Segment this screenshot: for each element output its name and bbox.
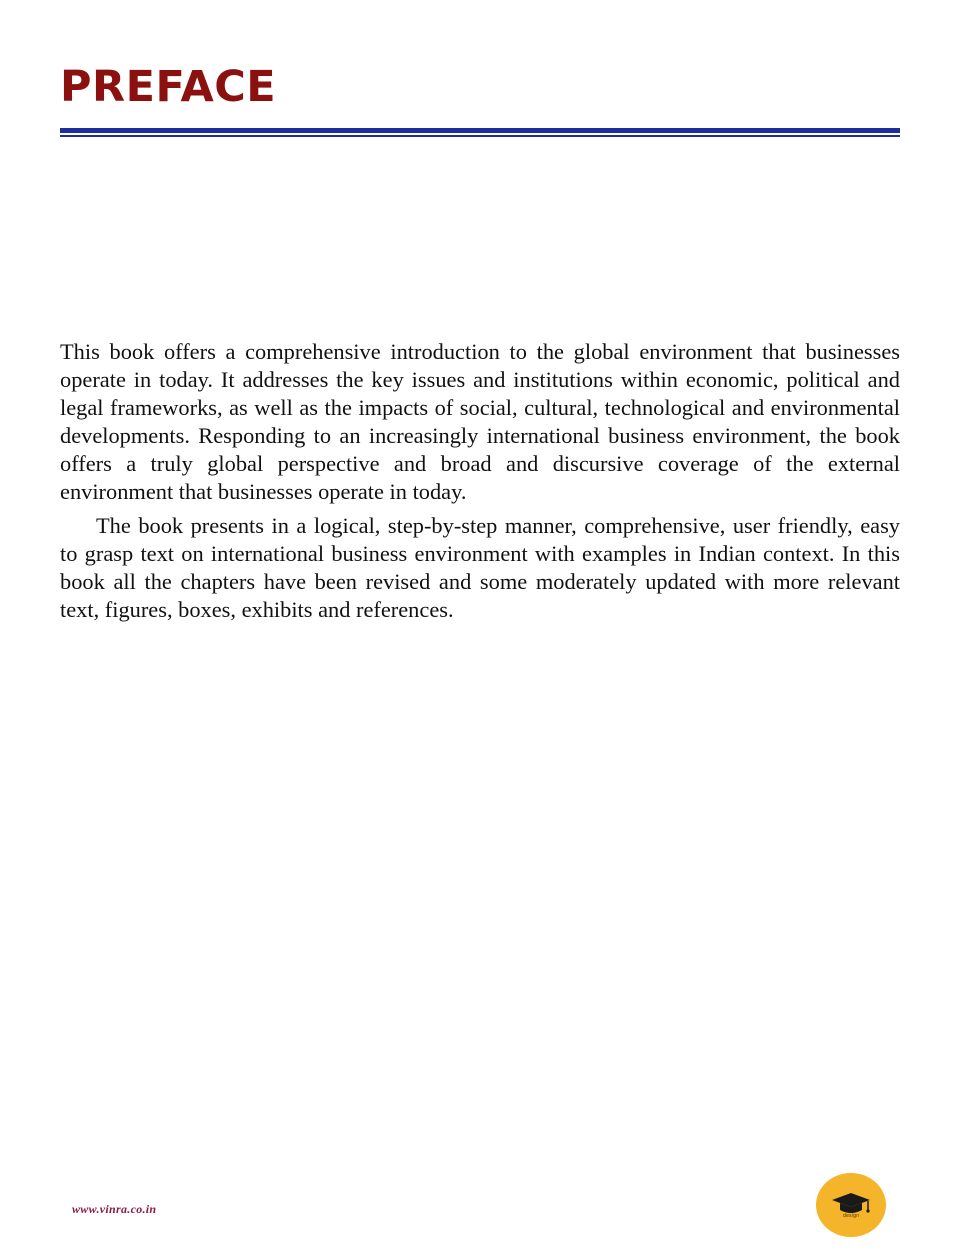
page-title: PREFACE — [60, 62, 277, 112]
preface-body — [60, 338, 900, 624]
title-divider-thick-line — [60, 128, 900, 133]
preface-paragraph-1: This book offers a comprehensive introduction to the global environment that businesses operate in today. It addresses the key issues and institutions within economic, political and legal frameworks, as well as the impacts of social, cultural, technological and environmental developments. Responding to an increasingly international business environment, the book offers a truly global perspective and broad and discursive coverage of the external environment that businesses operate in today. — [60, 339, 900, 504]
footer-website-link[interactable]: www.vinra.co.in — [72, 1202, 157, 1216]
logo-caption: design — [842, 1213, 860, 1219]
graduation-cap-icon — [816, 1173, 886, 1237]
title-divider-thin-line — [60, 135, 900, 137]
preface-paragraph-2: The book presents in a logical, step-by-step manner, comprehensive, user friendly, easy to grasp text on international business environment with examples in Indian context. In this book all the chapters have been revised and some moderately updated with more relevant text, figures, boxes, exhibits and references. — [60, 513, 900, 622]
title-divider — [60, 128, 900, 137]
publisher-logo — [816, 1173, 886, 1237]
